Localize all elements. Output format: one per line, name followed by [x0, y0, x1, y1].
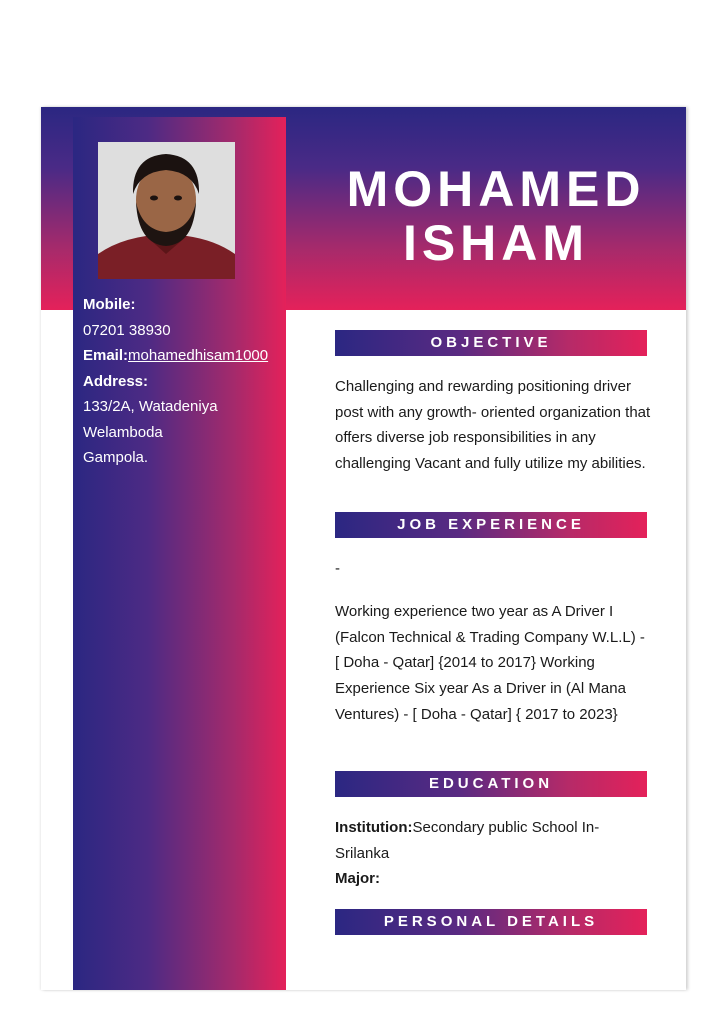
job-experience-text: Working experience two year as A Driver I (Falcon Technical & Trading Company W.L.L) - [ Doha - Qatar] {2014 to 2017} Working Experience Six year As a Driver in (Al Mana Ventures) - [ Doha - Qatar] { 2017 to 2023}: [335, 603, 645, 723]
name-last: ISHAM: [402, 215, 590, 271]
email-label: Email:: [83, 347, 129, 364]
address-line-1: 133/2A, Watadeniya: [83, 398, 218, 415]
candidate-name: [331, 162, 661, 270]
personal-details-heading: PERSONAL DETAILS: [335, 909, 647, 935]
email-link[interactable]: mohamedhisam1000: [128, 347, 269, 364]
sidebar: [73, 117, 286, 990]
job-experience-dash: -: [335, 560, 340, 577]
address-line-3: Gampola.: [83, 449, 149, 466]
education-details: [335, 815, 651, 892]
contact-info: [83, 292, 286, 471]
person-portrait-icon: [98, 142, 235, 279]
email-row: [83, 343, 286, 369]
education-heading: EDUCATION: [335, 771, 647, 797]
objective-heading: OBJECTIVE: [335, 330, 647, 356]
profile-photo: [98, 142, 235, 279]
mobile-label: Mobile:: [83, 296, 136, 313]
institution-label: Institution:: [335, 819, 413, 836]
institution-row: [335, 815, 651, 866]
mobile-number: 07201 38930: [83, 321, 171, 339]
institution-value: Secondary public School In-Srilanka: [335, 819, 600, 862]
major-label: Major:: [335, 870, 380, 888]
address-label: Address:: [83, 372, 149, 390]
resume-page: [41, 107, 686, 990]
job-experience-heading: JOB EXPERIENCE: [335, 512, 647, 538]
objective-text: Challenging and rewarding positioning driver post with any growth- oriented organization that offers diverse job responsibilities in any challenging Vacant and fully utilize my abilities.: [335, 378, 651, 473]
address-line-2: Welamboda: [83, 423, 163, 441]
major-row: [335, 866, 651, 892]
name-first: MOHAMED: [346, 161, 646, 217]
